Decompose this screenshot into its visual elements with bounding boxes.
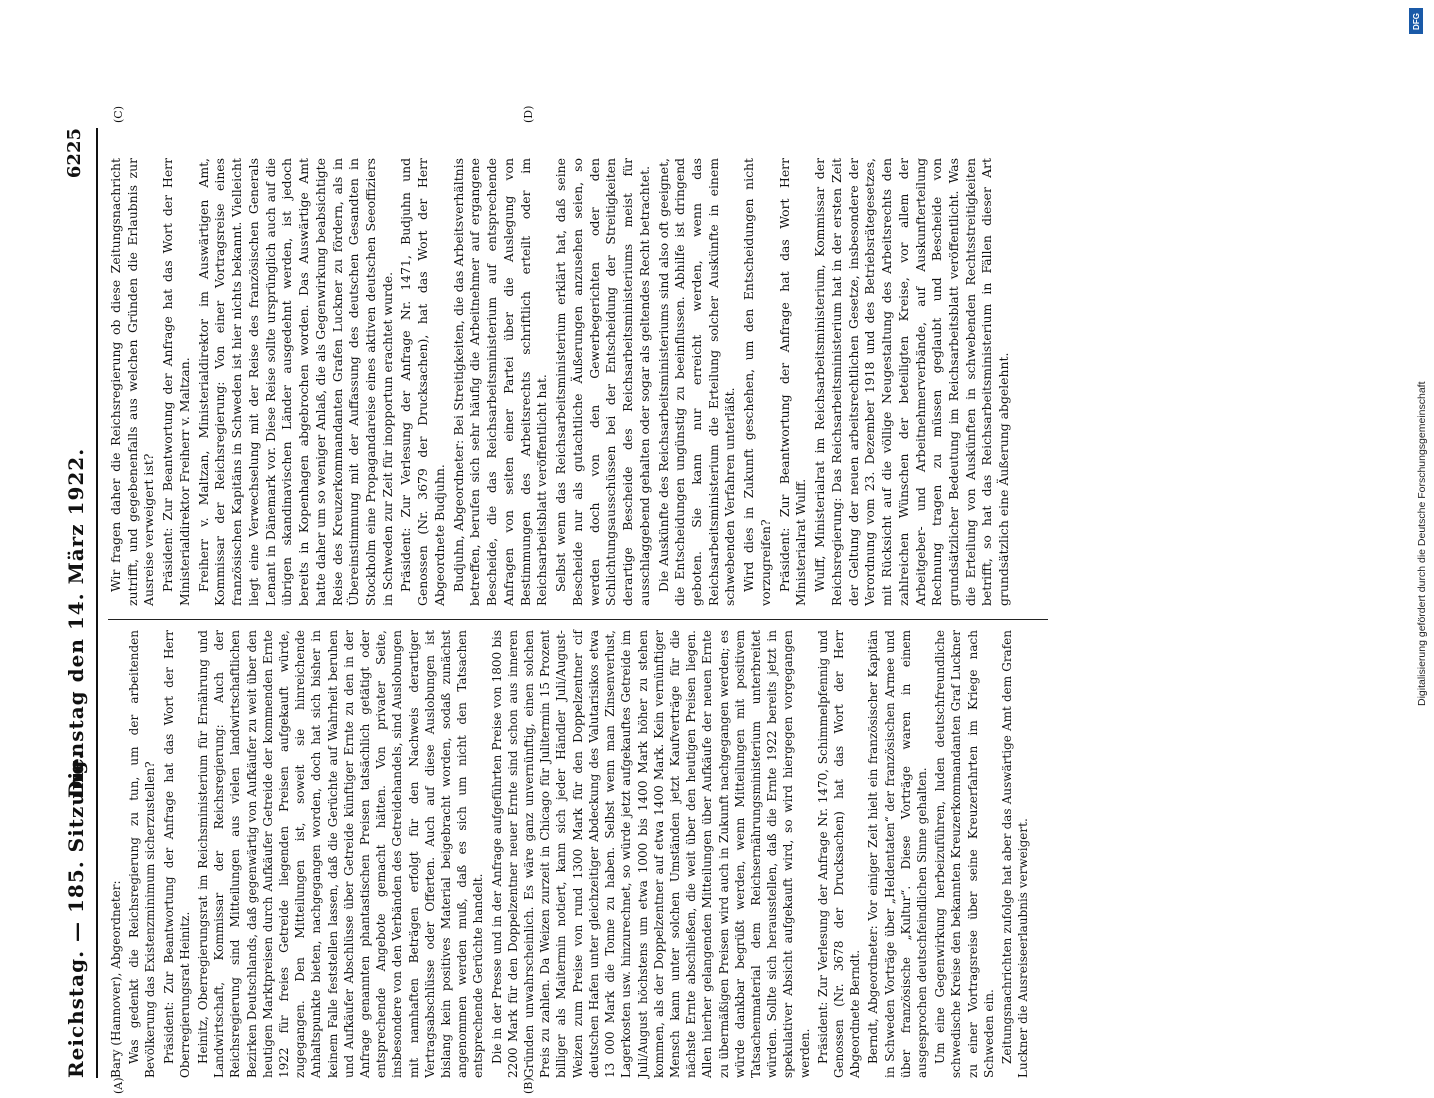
left-column-paragraph: Präsident: Zur Verlesung der Anfrage Nr. 1470, Schimmelpfennig und Genossen (Nr. 3678 der Drucksachen) hat das Wort der Herr Abgeordnete Berndt. [815,630,863,1078]
right-column-paragraph: Wulff, Ministerialrat im Reichsarbeitsministerium, Kommissar der Reichsregierung: Das Reichsarbeitsministerium hat in der ersten Zeit der Geltung der neuen arbeitsrechtlichen Gesetze, insbesondere der Verordnung vom 23. Dezember 1918 und des Betriebsrätegesetzes, mit Rücksicht auf die völlige Neugestaltung des Arbeitsrechts den zahlreichen Wünschen der beteiligten Kreise, vor allem der Arbeitgeber- und Arbeitnehmerverbände, auf Auskunfterteilung Rechnung tragen zu müssen geglaubt und Bescheide von grundsätzlicher Bedeutung im Reichsarbeitsblatt veröffentlicht. Was die Erteilung von Auskünften in schwebenden Rechtsstreitigkeiten betrifft, so hat das Reichsarbeitsministerium in Fällen dieser Art grundsätzlich eine Äußerung abgelehnt. [812,158,1012,606]
right-column-paragraph: Freiherr v. Maltzan, Ministerialdirektor im Auswärtigen Amt, Kommissar der Reichsregierung: Von einer Vortragsreise eines französischen Kapitäns in Schweden ist hier nichts bekannt. Vielleicht liegt eine Verwechselung mit der Reise des französischen Generals Lenant in Dänemark vor. Diese Reise sollte ursprünglich auch auf die übrigen skandinavischen Länder ausgedehnt werden, ist jedoch bereits in Kopenhagen abgebrochen worden. Das Auswärtige Amt hatte daher um so weniger Anlaß, die als Gegenwirkung beabsichtigte Reise des Kreuzerkommandanten Grafen Luckner zu fördern, als in Übereinstimmung mit der Auffassung des deutschen Gesandten in Stockholm eine Propagandareise eines aktiven deutschen Seeoffiziers in Schweden zur Zeit für inopportun erachtet wurde. [195,158,395,606]
column-divider [108,619,1048,620]
header-session: Reichstag. — 185. Sitzung. [64,751,88,1078]
margin-mark-a: (A) [112,1077,125,1094]
left-column-paragraph: Zeitungsnachrichten zufolge hat aber das Auswärtige Amt dem Grafen Luckner die Ausreiseerlaubnis verweigert. [999,630,1031,1078]
left-column-paragraph: Berndt, Abgeordneter: Vor einiger Zeit hielt ein französischer Kapitän in Schweden Vorträge über „Heldentaten“ der französischen Armee und über französische „Kultur“. Diese Vorträge waren in einem ausgesprochen deutschfeindlichen Sinne gehalten. [866,630,929,1078]
left-column-paragraph: Präsident: Zur Beantwortung der Anfrage hat das Wort der Herr Oberregierungsrat Heinitz. [161,630,192,1078]
left-column-paragraph: Was gedenkt die Reichsregierung zu tun, um der arbeitenden Bevölkerung das Existenzminimum sicherzustellen? [127,630,158,1078]
page-header [56,128,98,1078]
digitization-text: Digitalisierung gefördert durch die Deutsche Forschungsgemeinschaft [1416,381,1428,706]
right-column-paragraph: Präsident: Zur Beantwortung der Anfrage hat das Wort der Herr Ministerialdirektor Freiherr v. Maltzan. [160,158,192,606]
left-column [108,630,1033,1078]
right-column-paragraph: Präsident: Zur Verlesung der Anfrage Nr. 1471, Budjuhn und Genossen (Nr. 3679 der Drucksachen), hat das Wort der Herr Abgeordnete Budjuhn. [398,158,447,606]
margin-mark-c: (C) [112,106,125,123]
header-date: Dienstag den 14. März 1922. [64,447,88,798]
margin-mark-b: (B) [522,1077,535,1094]
dfg-logo-text: DFG [1411,12,1421,30]
rotated-document-page [52,98,1434,1098]
right-column-paragraph: Wird dies in Zukunft geschehen, um den Entscheidungen nicht vorzugreifen? [741,158,773,606]
left-column-paragraph: Die in der Presse und in der Anfrage aufgeführten Preise von 1800 bis 2200 Mark für den Doppelzentner neuer Ernte sind schon aus inneren Gründen unwahrscheinlich. Es wäre ganz unvernünftig, einen solchen Preis zu zahlen. Da Weizen zurzeit in Chicago für Julitermin 15 Prozent billiger als Maitermin notiert, kann sich jeder Händler Juli/August-Weizen zum Preise von rund 1300 Mark für den Doppelzentner cif deutschen Hafen unter gleichzeitiger Abdeckung des Valutarisikos etwa 13 000 Mark die Tonne zu haben. Selbst wenn man Zinsenverlust, Lagerkosten usw. hinzurechnet, so würde jetzt aufgekauftes Getreide im Juli/August höchstens um etwa 1000 bis 1400 Mark höher zu stehen kommen, als der Doppelzentner auf etwa 1400 Mark. Kein vernünftiger Mensch kann unter solchen Umständen jetzt Kaufverträge für die nächste Ernte abschließen, die weit über den heutigen Preisen liegen. Allen hierher gelangenden Mitteilungen über Aufkäufe der neuen Ernte zu übermäßigen Preisen wird auch in Zukunft nachgegangen werden; es würde dankbar begrüßt werden, wenn Mitteilungen mit positivem Tatsachenmaterial dem Reichsernährungsministerium unterbreitet würden. Sollte sich herausstellen, daß die Ernte 1922 bereits jetzt in spekulativer Absicht aufgekauft wird, so wird hiergegen vorgegangen werden. [489,630,812,1078]
right-column-paragraph: Die Auskünfte des Reichsarbeitsministeriums sind also oft geeignet, die Entscheidungen ungünstig zu beeinflussen. Abhilfe ist dringend geboten. Sie kann nur erreicht werden, wenn das Reichsarbeitsministerium die Erteilung solcher Auskünfte in einem schwebenden Verfahren unterläßt. [655,158,738,606]
digitization-note [1404,6,1428,1000]
right-column-paragraph: Präsident: Zur Beantwortung der Anfrage hat das Wort Herr Ministerialrat Wulff. [776,158,809,606]
left-column-paragraph: Um eine Gegenwirkung herbeizuführen, luden deutschfreundliche schwedische Kreise den bekannten Kreuzerkommandanten Graf Luckner zu einer Vortragsreise über seine Kreuzerfahrten im Kriege nach Schweden ein. [933,630,996,1078]
left-column-paragraph: Bary (Hannover), Abgeordneter: [109,880,123,1078]
right-column [108,158,1015,606]
dfg-logo [1409,8,1423,34]
page-number: 6225 [64,128,85,179]
right-column-paragraph: Budjuhn, Abgeordneter: Bei Streitigkeiten, die das Arbeitsverhältnis betreffen, berufen sich sehr häufig die Arbeitnehmer auf ergangene Bescheide, die das Reichsarbeitsministerium auf entsprechende Anfragen von seiten einer Partei über die Auslegung von Bestimmungen des Arbeitsrechts schriftlich erteilt oder im Reichsarbeitsblatt veröffentlicht hat. [450,158,550,606]
margin-mark-d: (D) [522,105,535,123]
right-column-paragraph: Selbst wenn das Reichsarbeitsministerium erklärt hat, daß seine Bescheide nur als gutachtliche Äußerungen anzusehen seien, so werden doch von den Gewerbegerichten oder den Schlichtungsausschüssen bei der Entscheidung der Streitigkeiten derartige Bescheide des Reichsarbeitsministeriums meist für ausschlaggebend gehalten oder sogar als geltendes Recht betrachtet. [553,158,652,606]
right-column-paragraph: Wir fragen daher die Reichsregierung ob diese Zeitungsnachricht zutrifft, und gegebenenfalls aus welchen Gründen die Erlaubnis zur Ausreise verweigert ist? [108,158,157,606]
left-column-paragraph: Heinitz, Oberregierungsrat im Reichsministerium für Ernährung und Landwirtschaft, Kommissar der Reichsregierung: Auch der Reichsregierung sind Mitteilungen aus vielen landwirtschaftlichen Bezirken Deutschlands, daß gegenwärtig von Aufkäufer zu weit über den heutigen Marktpreisen durch Aufkäufer Getreide der kommenden Ernte 1922 für freies Getreide liegenden Preisen aufgekauft würde, zugegangen. Den Mitteilungen ist, soweit sie hinreichende Anhaltspunkte bieten, nachgegangen worden, doch hat sich bisher in keinem Falle feststellen lassen, daß die Gerüchte auf Wahrheit beruhen und Aufkäufer Abschlüsse über Getreide künftiger Ernte zu den in der Anfrage genannten phantastischen Preisen tatsächlich getätigt oder entsprechende Angebote gemacht hätten. Von privater Seite, insbesondere von den Verbänden des Getreidehandels, sind Auslobungen mit namhaften Beträgen erfolgt für den Nachweis derartiger Vertragsabschlüsse oder Offerten. Auch auf diese Auslobungen ist bislang kein positives Material beigebracht worden, sodaß zunächst angenommen werden muß, daß es sich um nicht den Tatsachen entsprechende Gerüchte handelt. [196,630,486,1078]
